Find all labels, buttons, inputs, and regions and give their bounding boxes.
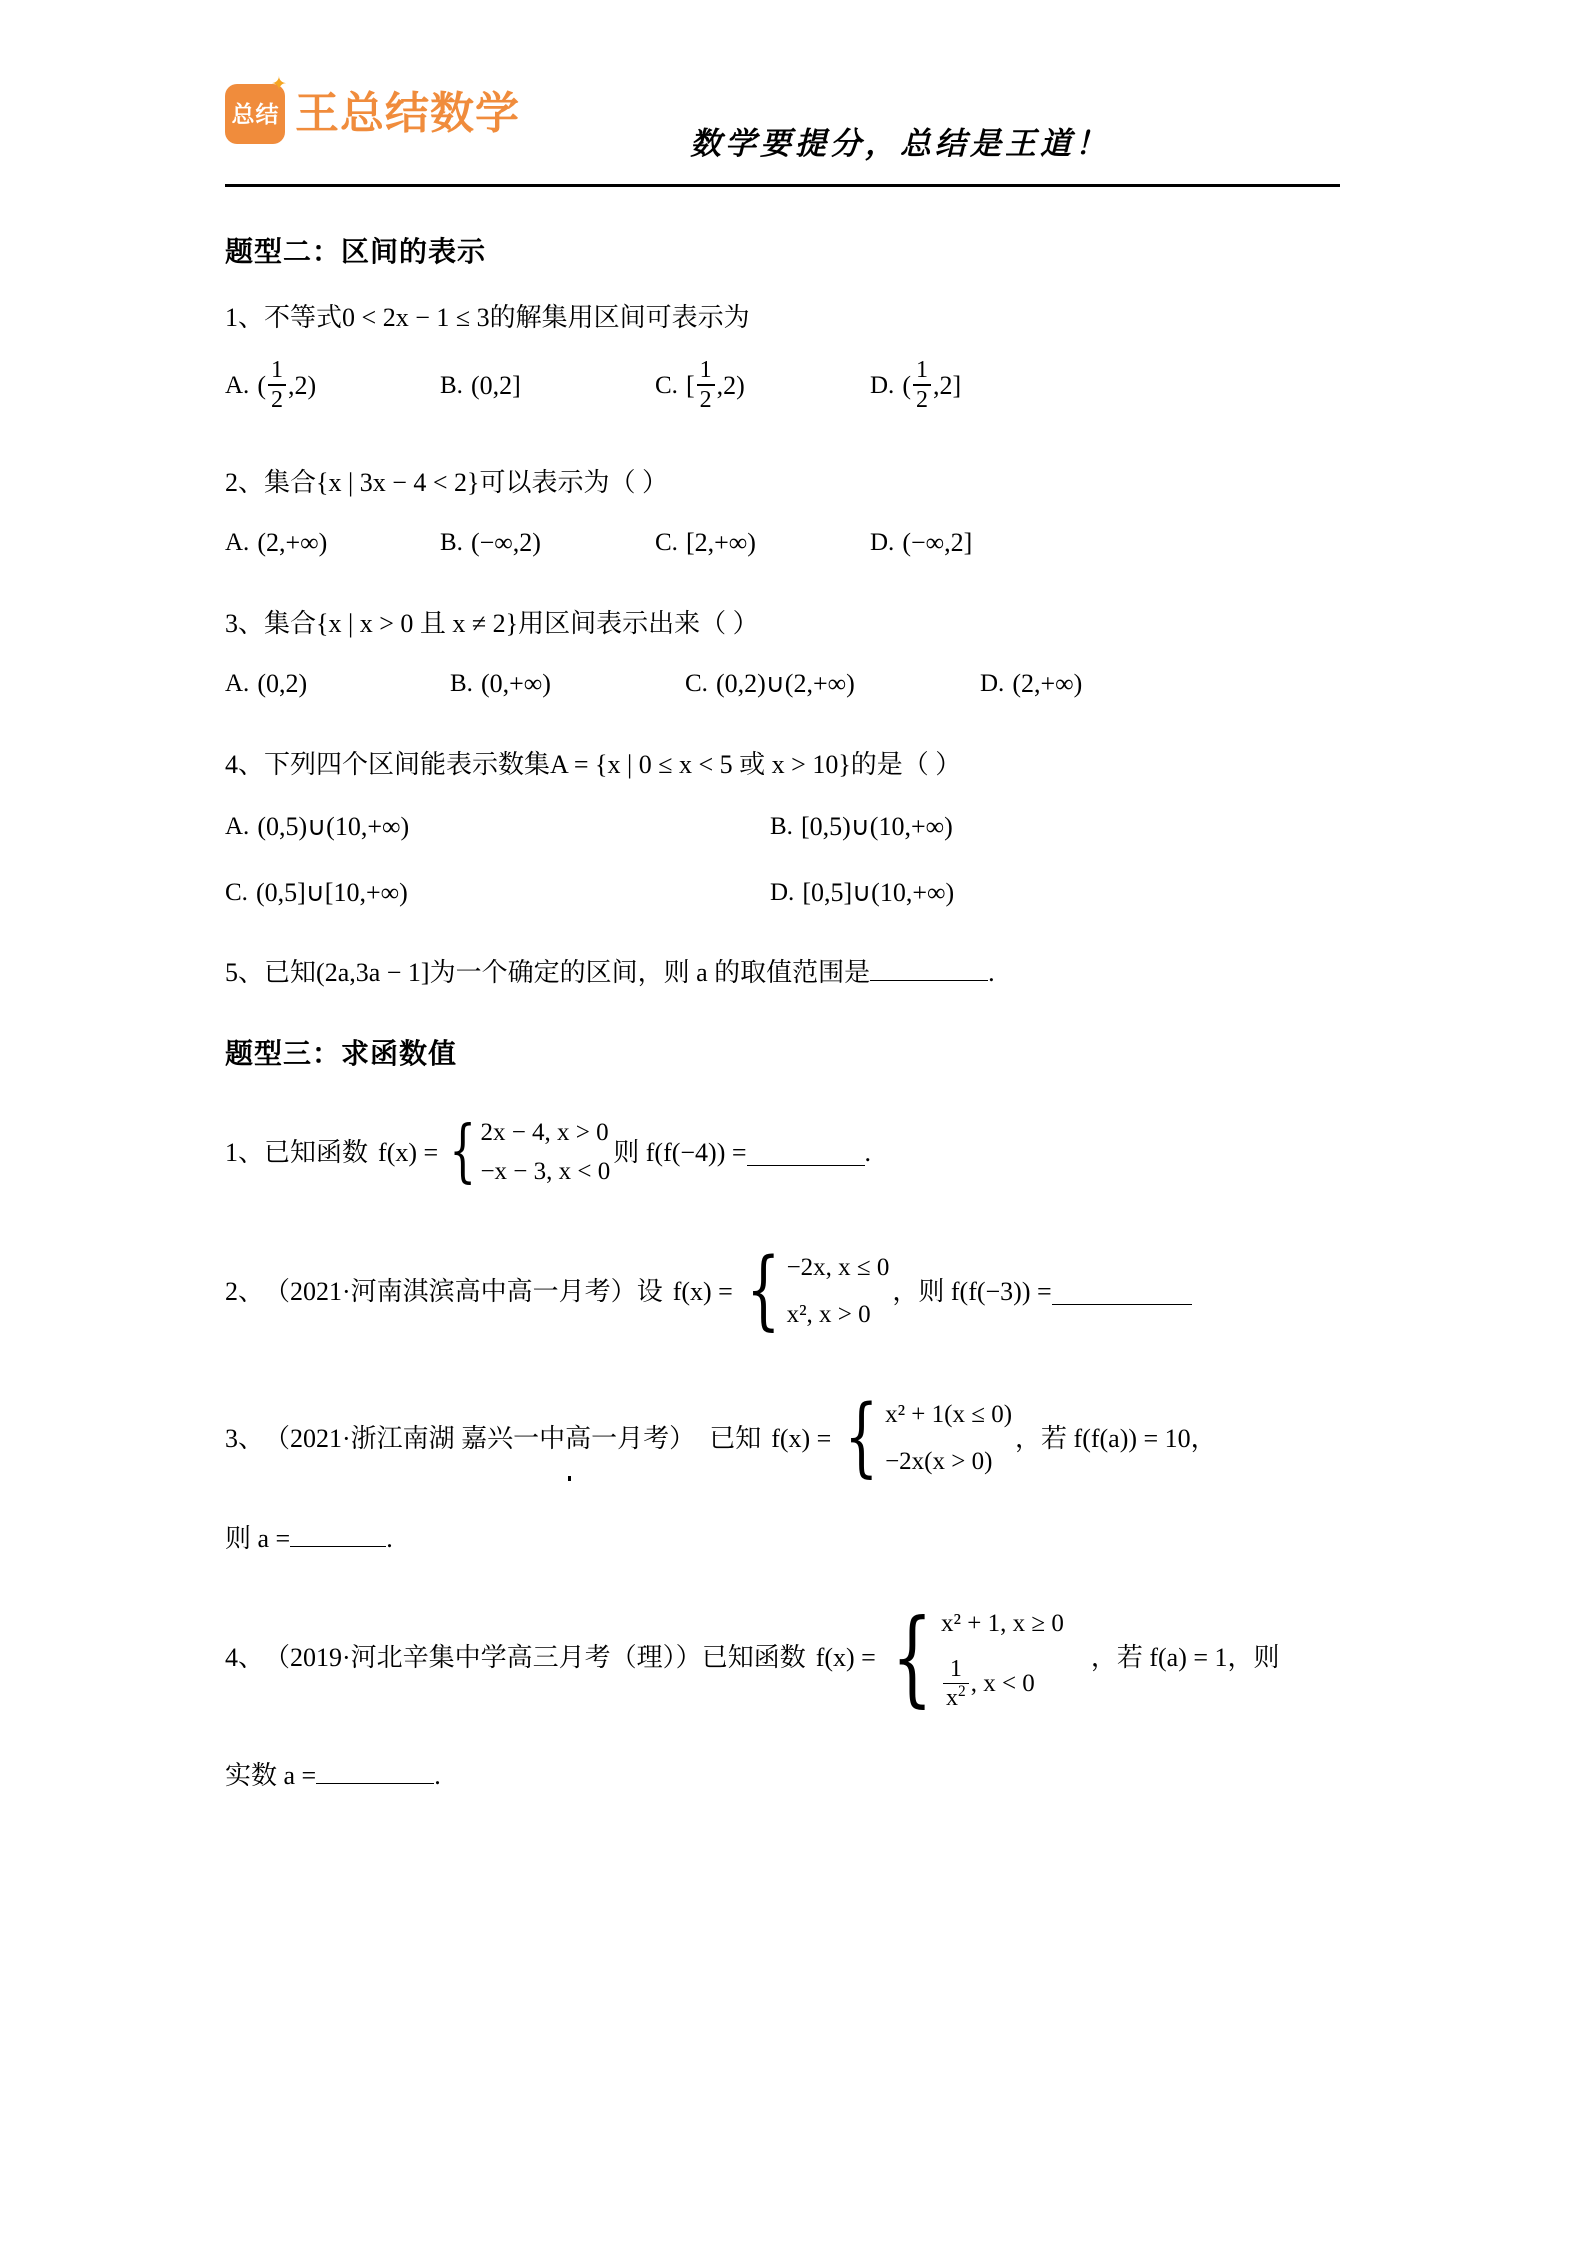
piecewise-row: x² + 1(x ≤ 0) xyxy=(885,1400,1013,1428)
question-number: 2、 xyxy=(225,467,265,497)
option-rest: ,2) xyxy=(716,370,745,400)
question-stem-post: 的解集用区间可表示为 xyxy=(489,303,750,332)
piecewise-row: x² + 1, x ≥ 0 xyxy=(941,1609,1064,1637)
option-a[interactable] xyxy=(225,669,450,699)
option-c[interactable] xyxy=(225,878,770,908)
brace-icon: { xyxy=(449,1112,477,1192)
option-value: (2,+∞) xyxy=(257,527,328,557)
option-d[interactable] xyxy=(980,669,1082,699)
logo-badge-char-top: 总 xyxy=(231,100,255,127)
option-open-paren: ( xyxy=(257,370,266,400)
question-2-5 xyxy=(225,954,1405,990)
option-d[interactable] xyxy=(870,528,972,558)
fraction-numerator: 1 xyxy=(915,357,928,384)
option-label: C. xyxy=(685,669,708,697)
option-label: A. xyxy=(225,669,250,697)
question-stem-set: {x | 3x − 4 < 2} xyxy=(316,467,480,497)
answer-blank[interactable] xyxy=(316,1757,434,1784)
question-3-3 xyxy=(225,1387,1405,1488)
option-a[interactable] xyxy=(225,528,440,558)
question-source: （2021·浙江南湖 嘉兴一中高一月考） xyxy=(264,1423,696,1453)
piecewise-row: x², x > 0 xyxy=(786,1301,871,1329)
option-open-paren: ( xyxy=(902,370,911,400)
option-b[interactable] xyxy=(440,359,655,413)
continuation-end: . xyxy=(386,1523,393,1553)
option-value: (−∞,2] xyxy=(902,527,973,557)
option-c[interactable] xyxy=(685,669,980,699)
answer-blank[interactable] xyxy=(870,954,988,981)
document-body xyxy=(225,210,1405,1793)
question-stem-math: (2a,3a − 1] xyxy=(316,957,430,987)
option-b[interactable] xyxy=(770,812,953,842)
question-2-2 xyxy=(225,465,1405,500)
question-3-4-continuation xyxy=(225,1757,1405,1793)
fraction-denominator: 2 xyxy=(915,386,928,413)
question-stem-pre: 下列四个区间能表示数集 xyxy=(264,749,551,779)
brand-logo xyxy=(225,73,520,144)
option-label: D. xyxy=(980,669,1005,697)
logo-badge-icon xyxy=(225,73,287,144)
option-value: (0,+∞) xyxy=(480,668,551,698)
question-stem-pre: 已知函数 xyxy=(264,1138,369,1168)
question-stem-pre: 集合 xyxy=(264,467,317,497)
fraction-denominator: 2 xyxy=(699,386,712,413)
option-value: [0,5)∪(10,+∞) xyxy=(800,811,953,841)
option-label: A. xyxy=(225,812,250,840)
piecewise-function xyxy=(834,1387,1013,1488)
piecewise-rows xyxy=(885,1391,1012,1486)
question-source: （2021·河南淇滨高中高一月考） xyxy=(264,1276,637,1306)
question-number: 1、 xyxy=(225,1138,265,1168)
option-c[interactable] xyxy=(655,528,870,558)
function-label: f(x) = xyxy=(378,1138,439,1168)
question-number: 3、 xyxy=(225,608,265,638)
fraction xyxy=(268,358,286,412)
piecewise-row: 2x − 4, x > 0 xyxy=(480,1119,609,1147)
header-tagline: 数学要提分，总结是王道！ xyxy=(690,126,1110,161)
continuation-text: 实数 a = xyxy=(225,1761,317,1791)
question-stem-post: ，若 f(f(a)) = 10， xyxy=(1015,1423,1217,1453)
piecewise-rows xyxy=(941,1604,1064,1712)
question-3-2 xyxy=(225,1240,1405,1341)
question-stem-end: . xyxy=(864,1138,872,1168)
function-label: f(x) = xyxy=(815,1642,876,1672)
fraction xyxy=(943,1657,969,1711)
option-label: A. xyxy=(225,371,250,399)
question-number: 5、 xyxy=(225,957,265,987)
fraction-denominator: $x^2$ xyxy=(946,1683,966,1712)
question-stem-pre: 已知函数 xyxy=(701,1642,806,1672)
question-stem-post: ，若 f(a) = 1，则 xyxy=(1090,1642,1280,1672)
option-label: B. xyxy=(450,669,473,697)
section-title-function-value: 题型三：求函数值 xyxy=(225,1038,458,1070)
brace-icon: { xyxy=(891,1596,933,1719)
option-label: C. xyxy=(655,528,678,556)
question-stem-pre: 设 xyxy=(636,1276,663,1306)
page-header xyxy=(225,73,1340,178)
question-number: 2、 xyxy=(225,1276,265,1306)
option-value: (0,5]∪[10,+∞) xyxy=(255,877,408,907)
option-label: B. xyxy=(440,528,463,556)
option-value: [0,5]∪(10,+∞) xyxy=(802,877,955,907)
option-value: (0,5)∪(10,+∞) xyxy=(257,811,410,841)
option-value: (0,2)∪(2,+∞) xyxy=(715,668,855,698)
question-stem-set: A = {x | 0 ≤ x < 5 或 x > 10} xyxy=(550,749,851,779)
fraction-bar xyxy=(913,384,931,386)
stray-mark xyxy=(568,1476,571,1481)
answer-blank[interactable] xyxy=(747,1139,865,1166)
question-2-3 xyxy=(225,606,1405,641)
logo-badge-char-bottom: 结 xyxy=(255,100,279,127)
option-label: B. xyxy=(770,812,793,840)
sparkle-icon: ✦ xyxy=(271,73,287,95)
piecewise-rows xyxy=(480,1114,610,1192)
piecewise-function xyxy=(441,1114,610,1192)
function-label: f(x) = xyxy=(771,1423,832,1453)
function-label: f(x) = xyxy=(672,1276,733,1306)
option-d[interactable] xyxy=(870,359,961,413)
piecewise-function xyxy=(736,1240,890,1341)
question-2-4 xyxy=(225,747,1405,782)
option-d[interactable] xyxy=(770,878,954,908)
question-stem-pre: 集合 xyxy=(264,608,317,638)
question-stem-pre: 已知 xyxy=(709,1423,762,1453)
question-stem-post: 为一个确定的区间，则 a 的取值范围是 xyxy=(429,957,871,987)
question-3-3-continuation xyxy=(225,1520,1405,1556)
question-stem-set: {x | x > 0 且 x ≠ 2} xyxy=(316,608,519,638)
brace-icon: { xyxy=(746,1240,781,1341)
option-open-paren: [ xyxy=(685,370,695,400)
piecewise-row: −2x, x ≤ 0 xyxy=(786,1253,890,1281)
question-stem-pre: 不等式 xyxy=(264,303,343,332)
option-label: D. xyxy=(870,371,895,399)
option-label: C. xyxy=(655,371,678,399)
option-label: B. xyxy=(440,371,463,399)
option-label: C. xyxy=(225,878,248,906)
continuation-text: 则 a = xyxy=(225,1523,291,1553)
question-2-1 xyxy=(225,300,1405,335)
option-value: (−∞,2) xyxy=(470,527,541,557)
option-label: A. xyxy=(225,528,250,556)
fraction-numerator: 1 xyxy=(699,357,712,384)
option-rest: ,2) xyxy=(287,370,317,400)
option-value: [2,+∞) xyxy=(685,527,756,557)
option-c[interactable] xyxy=(655,359,870,413)
options-2-3 xyxy=(225,669,1405,699)
option-a[interactable] xyxy=(225,812,770,842)
answer-blank[interactable] xyxy=(290,1520,386,1547)
fraction-numerator: 1 xyxy=(270,357,283,384)
question-stem-post: 可以表示为（ ） xyxy=(479,467,669,497)
options-2-2 xyxy=(225,528,1405,558)
option-value: (2,+∞) xyxy=(1012,668,1083,698)
piecewise-row-fraction xyxy=(941,1655,1064,1712)
option-label: D. xyxy=(770,878,795,906)
question-3-1 xyxy=(225,1114,1405,1192)
question-stem-end: . xyxy=(988,957,995,987)
option-value: (0,2) xyxy=(257,668,308,698)
piecewise-row: −2x(x > 0) xyxy=(885,1448,993,1476)
brand-name: 王总结数学 xyxy=(295,89,520,138)
question-stem-post: ，则 f(f(−3)) = xyxy=(892,1276,1052,1306)
question-source: （2019·河北辛集中学高三月考（理）） xyxy=(264,1642,702,1672)
fraction-bar xyxy=(697,384,715,386)
fraction-denominator: 2 xyxy=(270,386,283,413)
question-stem-post: 则 f(f(−4)) = xyxy=(613,1138,747,1168)
question-stem-pre: 已知 xyxy=(264,957,317,987)
brace-icon: { xyxy=(844,1387,879,1488)
fraction xyxy=(913,358,931,412)
options-2-1 xyxy=(225,359,1405,413)
question-number: 4、 xyxy=(225,1642,265,1672)
option-b[interactable] xyxy=(450,669,685,699)
piecewise-rows xyxy=(787,1244,890,1339)
question-number: 4、 xyxy=(225,749,265,779)
option-a[interactable] xyxy=(225,359,440,413)
piecewise-condition: , x < 0 xyxy=(970,1670,1035,1698)
answer-blank[interactable] xyxy=(1052,1278,1192,1305)
header-divider xyxy=(225,184,1340,187)
question-stem-post: 的是（ ） xyxy=(850,749,962,779)
section-title-interval: 题型二：区间的表示 xyxy=(225,236,487,267)
fraction-numerator: 1 xyxy=(949,1655,962,1682)
piecewise-row: −x − 3, x < 0 xyxy=(480,1157,611,1185)
options-2-4-row1 xyxy=(225,812,1405,842)
question-number: 1、 xyxy=(225,303,265,332)
option-label: D. xyxy=(870,528,895,556)
fraction xyxy=(697,358,715,412)
question-stem-post: 用区间表示出来（ ） xyxy=(518,608,759,638)
options-2-4-row2 xyxy=(225,878,1405,908)
option-rest: ,2] xyxy=(932,370,962,400)
question-number: 3、 xyxy=(225,1423,265,1453)
question-3-4 xyxy=(225,1596,1405,1719)
piecewise-function xyxy=(879,1596,1064,1719)
fraction-bar xyxy=(268,384,286,386)
option-value: (0,2] xyxy=(470,370,521,400)
option-b[interactable] xyxy=(440,528,655,558)
continuation-end: . xyxy=(434,1761,441,1791)
question-stem-math: 0 < 2x − 1 ≤ 3 xyxy=(342,303,490,332)
